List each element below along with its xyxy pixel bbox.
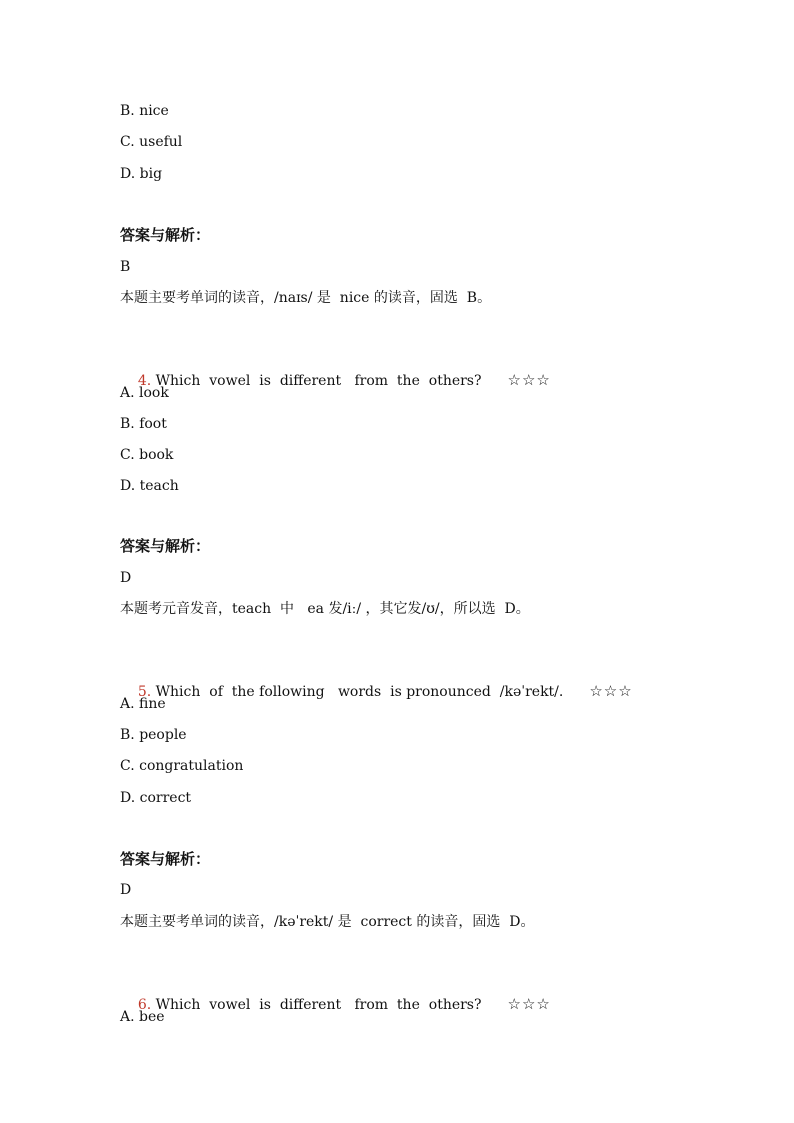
q4-option-b: B. foot	[120, 416, 167, 432]
q3-option-b: B. nice	[120, 103, 169, 119]
q4-explanation: 本题考元音发音，teach 中 ea 发/iː/ ，其它发/ʊ/，所以选 D。	[120, 601, 530, 617]
q4-difficulty-stars: ☆☆☆	[507, 371, 551, 389]
q5-option-c: C. congratulation	[120, 758, 244, 774]
q6-difficulty-stars: ☆☆☆	[507, 995, 551, 1013]
q5-number: 5.	[137, 684, 152, 700]
q4-text: Which vowel is different from the others?	[155, 373, 482, 389]
q3-option-d: D. big	[120, 166, 163, 182]
q4-question	[120, 353, 551, 408]
q4-option-c: C. book	[120, 447, 174, 463]
q3-explanation: 本题主要考单词的读音，/naɪs/ 是 nice 的读音，固选 B。	[120, 290, 492, 306]
q4-option-d: D. teach	[120, 478, 179, 494]
q5-explanation: 本题主要考单词的读音，/kəˈrekt/ 是 correct 的读音，固选 D。	[120, 914, 535, 930]
q6-question	[120, 977, 551, 1032]
q6-option-a: A. bee	[120, 1009, 165, 1025]
q5-answer: D	[120, 882, 132, 898]
q3-answer: B	[120, 259, 131, 275]
q5-option-d: D. correct	[120, 790, 192, 806]
q4-answer-heading: 答案与解析：	[120, 537, 211, 555]
q6-number: 6.	[137, 997, 152, 1013]
q5-question	[120, 664, 633, 719]
q5-text: Which of the following words is pronounced /kəˈrekt/.	[155, 684, 564, 700]
q4-answer: D	[120, 570, 132, 586]
q4-number: 4.	[137, 373, 152, 389]
q6-text: Which vowel is different from the others?	[155, 997, 482, 1013]
q3-answer-heading: 答案与解析：	[120, 226, 211, 244]
q5-option-b: B. people	[120, 727, 187, 743]
q3-option-c: C. useful	[120, 134, 183, 150]
q4-option-a: A. look	[120, 385, 169, 401]
q5-option-a: A. fine	[120, 696, 166, 712]
q5-difficulty-stars: ☆☆☆	[589, 682, 633, 700]
q5-answer-heading: 答案与解析：	[120, 850, 211, 868]
